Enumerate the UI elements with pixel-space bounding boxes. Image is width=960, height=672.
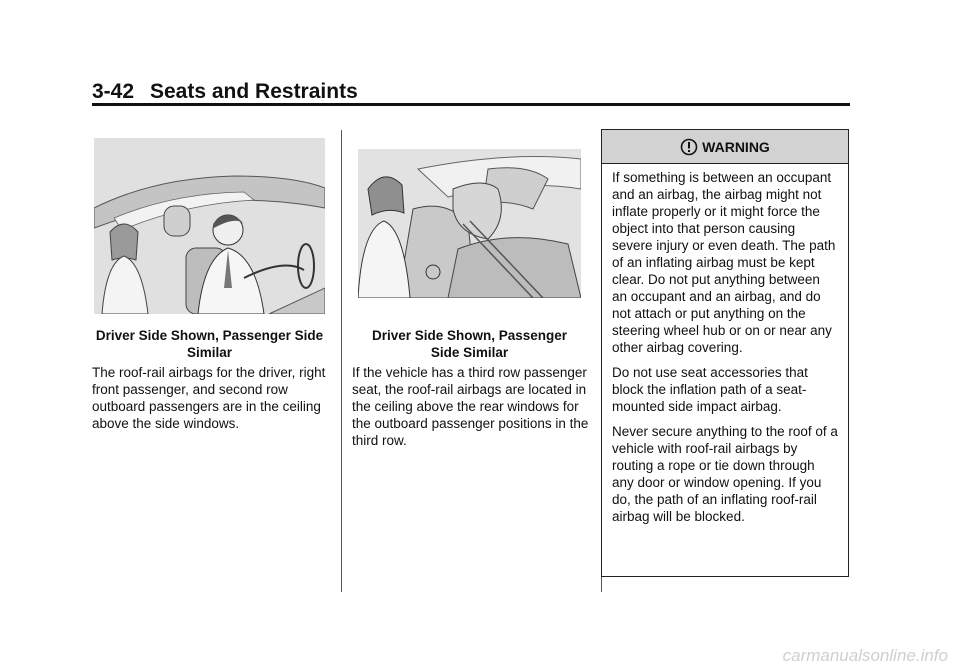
illustration-rear-airbags [358,149,581,298]
page-number: 3-42 [92,80,135,103]
warning-body [602,164,848,525]
header-rule [92,103,850,106]
figure-caption-2: Driver Side Shown, Passenger Side Similar [371,328,568,360]
body-paragraph-1: The roof-rail airbags for the driver, right front passenger, and second row outboard passengers are in the ceiling above the side windows. [92,365,326,431]
warning-box [601,129,849,577]
warning-paragraph-1: If something is between an occupant and an airbag, the airbag might not inflate properly or it might force the object into that person causing severe injury or even death. The path of an inflating airbag must be kept clear. Do not put anything between an occupant and an airbag, and do not attach or put anything on the steering wheel hub or on or near any other airbag covering. [612,170,836,355]
page-header [92,80,358,104]
warning-header [602,130,848,164]
illustration-front-airbags [94,138,325,314]
section-title: Seats and Restraints [150,80,358,103]
front-cabin-drawing [94,138,325,314]
rear-cabin-drawing [358,149,581,298]
figure-caption-1: Driver Side Shown, Passenger Side Similar [95,328,324,360]
watermark: carmanualsonline.info [782,646,948,665]
warning-paragraph-3: Never secure anything to the roof of a vehicle with roof-rail airbags by routing a rope or tie down through any door or window opening. If you do, the path of an inflating roof-rail airbag will be blocked. [612,424,838,524]
body-paragraph-2: If the vehicle has a third row passenger seat, the roof-rail airbags are located in the ceiling above the rear windows for the outboard passenger positions in the third row. [352,365,589,448]
warning-icon [680,138,698,156]
warning-paragraph-2: Do not use seat accessories that block the inflation path of a seat-mounted side impact airbag. [612,365,808,414]
warning-title: WARNING [702,138,770,155]
column-divider-1 [341,130,342,592]
